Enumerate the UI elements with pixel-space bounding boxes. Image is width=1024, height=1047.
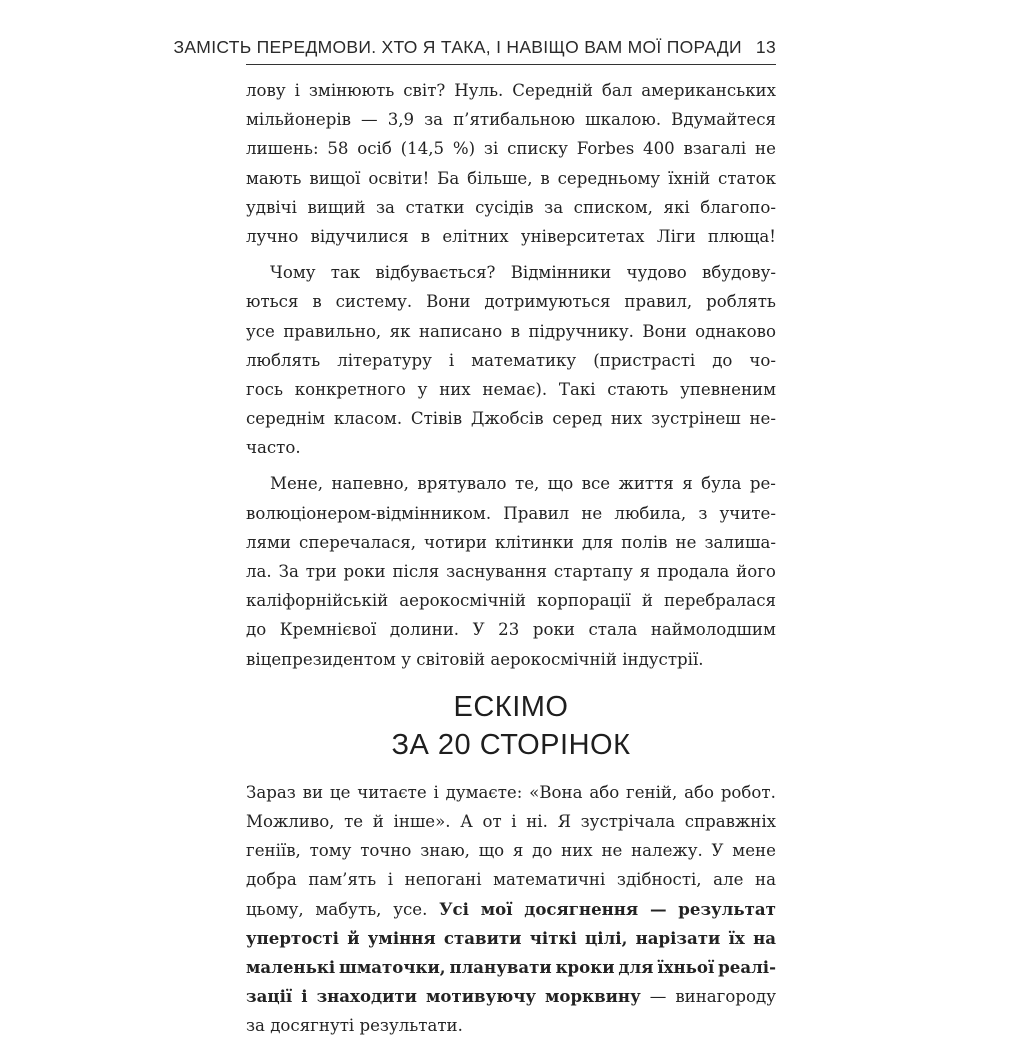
word: лову [246, 81, 286, 100]
word: учите- [719, 503, 776, 523]
word: геній, [626, 782, 678, 802]
bold-word: досягнення [524, 898, 639, 919]
word: пам’ять [308, 870, 377, 890]
word: те [344, 811, 364, 831]
word: чо- [749, 350, 776, 370]
word: до [246, 620, 267, 640]
running-head [173, 30, 776, 65]
word: 3,9 [387, 110, 415, 130]
paragraph-1 [246, 76, 776, 251]
text-line [246, 528, 776, 557]
word: Вони [426, 292, 471, 312]
paragraph-3 [246, 469, 776, 673]
word: мабуть, [315, 899, 382, 919]
word: в [510, 321, 521, 341]
word: й [347, 927, 360, 948]
word: ні. [526, 811, 548, 831]
word: врятувало [417, 474, 507, 494]
bold-word: мотивуючу [425, 986, 536, 1007]
text-line-mixed [246, 895, 776, 924]
word: з [698, 503, 708, 523]
word: і [448, 350, 455, 370]
text-line: віцепрезидентом у світовій аерокосмічній індустрії. [246, 649, 704, 669]
word: правил, [624, 292, 693, 312]
word: Я [557, 811, 571, 831]
word: що [478, 841, 505, 861]
running-head-title: ЗАМІСТЬ ПЕРЕДМОВИ. ХТО Я ТАКА, І НАВІЩО ВАМ МОЇ ПОРАДИ [173, 36, 742, 57]
word: напевно, [331, 474, 409, 494]
word: математику [471, 350, 577, 370]
word: ставити [443, 927, 522, 948]
word: Правил [503, 503, 570, 523]
word: не- [749, 409, 776, 429]
word: підручнику. [528, 321, 634, 341]
text-line [246, 404, 776, 433]
word: ються [246, 292, 299, 312]
word: я [639, 562, 651, 581]
text-line: за досягнуті результати. [246, 1016, 463, 1036]
word: А [460, 811, 473, 831]
text-line [246, 222, 776, 251]
word: — [361, 110, 378, 130]
word: них [439, 379, 471, 399]
text-line [246, 287, 776, 316]
word: кроки [555, 956, 615, 977]
word: правильно, [283, 321, 382, 341]
word: геніїв, [246, 841, 301, 861]
word: За [278, 562, 299, 581]
word: конкретного [294, 379, 406, 399]
word: я [512, 841, 524, 861]
word: винагороду [675, 987, 776, 1007]
word: як [389, 321, 411, 341]
text-line [246, 807, 776, 836]
word: Середній [512, 81, 593, 100]
bold-word: і [301, 986, 308, 1007]
word: або [684, 782, 714, 802]
word: до [712, 350, 733, 370]
word: ви [302, 782, 324, 802]
word: лями [246, 532, 291, 552]
word: шматочки, [339, 956, 446, 977]
word: написано [418, 321, 503, 341]
text-line [246, 164, 776, 193]
word: усе [246, 321, 275, 341]
word: уміння [367, 927, 436, 948]
word: в [312, 292, 322, 312]
page-number: 13 [755, 36, 776, 57]
bold-word: морквину [545, 986, 641, 1007]
text-line [246, 193, 776, 222]
word: те, [515, 474, 540, 494]
word: усе. [393, 899, 428, 919]
word: клітинки [494, 532, 574, 552]
word: систему. [335, 292, 413, 312]
word: стала [588, 620, 638, 640]
word: стають [607, 379, 669, 399]
word: люблять [246, 350, 321, 370]
word: університетах [520, 226, 645, 246]
word: його [736, 562, 776, 581]
word: цьому, [246, 899, 304, 919]
word: в [420, 226, 431, 246]
word: перебралася [663, 591, 776, 611]
word: була [701, 474, 742, 494]
word: Можливо, [246, 811, 335, 831]
word: не [675, 532, 697, 552]
word: середнім [246, 409, 326, 429]
word: статок [718, 168, 776, 188]
word: читаєте [357, 782, 427, 802]
text-line [246, 499, 776, 528]
section-heading-line-2: ЗА 20 СТОРІНОК [391, 728, 631, 761]
word: не [755, 139, 776, 159]
text-line [246, 258, 776, 287]
word: зі [483, 139, 499, 159]
word: освіти! [368, 168, 430, 188]
word: дотримуються [484, 292, 611, 312]
word: Нуль. [454, 81, 504, 100]
word: мають [246, 168, 302, 188]
word: я [682, 474, 693, 494]
word: чіткі [529, 927, 577, 948]
word: роблять [706, 292, 776, 312]
word: ре- [749, 474, 776, 494]
word: й [372, 811, 384, 831]
word: добра [246, 870, 297, 890]
bold-word: Усі [439, 898, 469, 919]
word: на [755, 870, 776, 890]
page-body [246, 76, 776, 1047]
word: п’ятибальною [453, 110, 576, 130]
text-line: часто. [246, 438, 301, 458]
word: за [424, 110, 444, 130]
word: списком, [573, 197, 653, 217]
word: каліфорнійській [246, 591, 389, 611]
word: реалі- [718, 956, 776, 977]
text-line [246, 836, 776, 865]
text-line [246, 586, 776, 615]
word: це [329, 782, 351, 802]
word: Відмінники [510, 263, 612, 283]
section-heading [246, 688, 776, 764]
bold-text-line [246, 953, 776, 982]
word: знаю, [420, 841, 470, 861]
word: здібності, [616, 870, 702, 890]
word: Зараз [246, 782, 296, 802]
word: у [417, 379, 428, 399]
word: вищої [309, 168, 361, 188]
word: відбувається? [375, 263, 496, 283]
text-line [246, 557, 776, 586]
word: Forbes [576, 139, 635, 159]
word: робот. [720, 782, 776, 802]
word: упертості [246, 927, 339, 948]
word: нарізати [635, 927, 721, 948]
word: них [610, 409, 643, 429]
word: більше, [467, 168, 533, 188]
word: цілі, [585, 927, 628, 948]
word: Джобсів [470, 409, 544, 429]
word: лучно [246, 226, 299, 246]
word: тому [309, 841, 352, 861]
word: за [376, 197, 395, 217]
word: не [581, 503, 603, 523]
word: Вдумайтеся [671, 110, 776, 130]
word: їх [728, 927, 745, 948]
word: світ? [403, 81, 446, 100]
text-line [246, 134, 776, 163]
word: Такі [558, 379, 596, 399]
word: шкалою. [585, 110, 662, 130]
word: аерокосмічній [399, 591, 526, 611]
word: благопо- [700, 197, 776, 217]
word: життя [618, 474, 674, 494]
word: їхньої [657, 956, 715, 977]
word: бал [601, 81, 633, 100]
word: осіб [357, 139, 392, 159]
word: середньому [557, 168, 661, 188]
word: вбудову- [701, 263, 776, 283]
bold-text-line [246, 924, 776, 953]
word: в [540, 168, 550, 188]
word: так [330, 263, 361, 283]
bold-word: зації [246, 986, 293, 1007]
text-line [246, 615, 776, 644]
word: волюціонером-відмінником. [246, 503, 492, 523]
word: сусідів [475, 197, 534, 217]
word: відучилися [310, 226, 409, 246]
bold-word: знаходити [316, 986, 417, 1007]
word: мене [732, 841, 776, 861]
word: гось [246, 379, 284, 399]
word: (пристрасті [593, 350, 696, 370]
word: для [618, 956, 654, 977]
word: однаково [695, 321, 776, 341]
word: зустрінеш [651, 409, 741, 429]
text-line [246, 778, 776, 807]
word: корпорації [536, 591, 631, 611]
word: і [294, 81, 300, 100]
word: стартапу [553, 562, 633, 581]
word: й [641, 591, 653, 611]
word: не [601, 841, 623, 861]
word: роки [343, 562, 386, 581]
word: справжніх [684, 811, 776, 831]
text-line [246, 375, 776, 404]
word: їхній [668, 168, 711, 188]
word: упевненим [680, 379, 776, 399]
word: які [663, 197, 690, 217]
word: У [472, 620, 485, 640]
word: Чому [270, 263, 316, 283]
word: долини. [389, 620, 460, 640]
word: точно [360, 841, 412, 861]
word: «Вона [529, 782, 583, 802]
word: залиша- [704, 532, 776, 552]
word: інше». [393, 811, 451, 831]
word: 23 [498, 620, 520, 640]
word: продала [657, 562, 730, 581]
word: удвічі [246, 197, 297, 217]
word: ла. [246, 562, 272, 581]
word: математичні [493, 870, 606, 890]
word: немає). [482, 379, 548, 399]
word: що [547, 474, 574, 494]
word: взагалі [683, 139, 747, 159]
bold-word: мої [480, 898, 513, 919]
word: для [581, 532, 614, 552]
text-line [246, 469, 776, 498]
word: Ліги [656, 226, 696, 246]
text-line-mixed [246, 982, 776, 1011]
word: статки [405, 197, 465, 217]
word: наймолодшим [650, 620, 776, 640]
word: зустрічала [580, 811, 676, 831]
word: лишень: [246, 139, 319, 159]
word: 58 [327, 139, 349, 159]
bold-word: результат [678, 898, 776, 919]
paragraph-4 [246, 778, 776, 1041]
word: елітних [442, 226, 509, 246]
word: сперечалася, [299, 532, 416, 552]
word: належу. [631, 841, 703, 861]
word: після [392, 562, 440, 581]
word: чотири [424, 532, 487, 552]
word: за [544, 197, 564, 217]
word: заснування [446, 562, 547, 581]
word: думаєте: [445, 782, 523, 802]
word: Ба [437, 168, 460, 188]
text-line [246, 105, 776, 134]
word: і [387, 870, 394, 890]
text-line [246, 346, 776, 375]
text-line [246, 76, 776, 105]
word: Стівів [410, 409, 463, 429]
bold-word: — [649, 898, 667, 919]
word: непогані [404, 870, 482, 890]
word: класом. [333, 409, 403, 429]
word: %) [452, 139, 476, 159]
word: до [532, 841, 553, 861]
word: або [589, 782, 620, 802]
word: на [753, 927, 776, 948]
word: них [561, 841, 593, 861]
word: три [305, 562, 337, 581]
section-heading-line-1: ЕСКІМО [453, 690, 569, 723]
word: але [713, 870, 744, 890]
text-line [246, 865, 776, 894]
word: любила, [614, 503, 687, 523]
word: Мене, [270, 474, 323, 494]
word: Кремнієвої [279, 620, 377, 640]
word: серед [552, 409, 603, 429]
word: Вони [642, 321, 687, 341]
word: і [511, 811, 517, 831]
word: У [711, 841, 724, 861]
word: чудово [626, 263, 687, 283]
word: от [482, 811, 502, 831]
word: 400 [643, 139, 675, 159]
word: американських [641, 81, 776, 100]
paragraph-2 [246, 258, 776, 462]
word: і [433, 782, 439, 802]
word: все [581, 474, 611, 494]
text-line [246, 317, 776, 346]
word: вищий [307, 197, 366, 217]
word: списку [507, 139, 568, 159]
word: літературу [337, 350, 432, 370]
word: мільйонерів [246, 110, 351, 130]
word: змінюють [308, 81, 395, 100]
word: (14,5 [400, 139, 445, 159]
word: маленькі [246, 956, 336, 977]
word: планувати [449, 956, 552, 977]
word: — [649, 987, 667, 1007]
word: полів [621, 532, 668, 552]
word: роки [532, 620, 575, 640]
word: плюща! [707, 226, 776, 246]
